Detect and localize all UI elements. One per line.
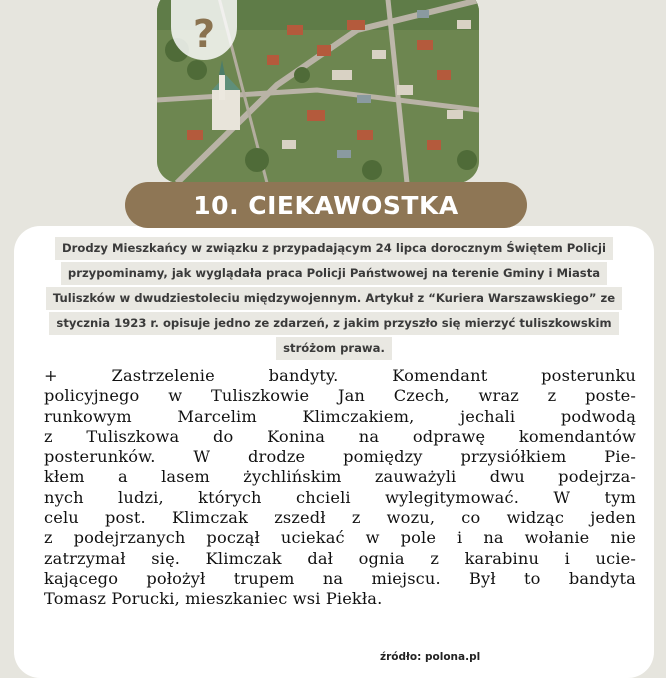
article-line: policyjnego w Tuliszkowie Jan Czech, wraz z poste- (44, 386, 636, 406)
article-line: zatrzymał się. Klimczak dał ognia z karabinu i ucie- (44, 548, 636, 568)
article-line: celu post. Klimczak zszedł z wozu, co widząc jeden (44, 508, 636, 528)
intro-line: stycznia 1923 r. opisuje jedno ze zdarzeń, z jakim przyszło się mierzyć tuliszkowskim (49, 312, 618, 335)
newspaper-clipping (44, 366, 636, 610)
article-line: z Tuliszkowa do Konina na odprawę komendantów (44, 426, 636, 446)
title-pill (125, 182, 527, 228)
article-line: Tomasz Porucki, mieszkaniec wsi Piekła. (44, 589, 383, 609)
intro-line: Drodzy Mieszkańcy w związku z przypadającym 24 lipca dorocznym Świętem Policji (55, 237, 613, 260)
article-line: + Zastrzelenie bandyty. Komendant posterunku (44, 366, 636, 385)
source-credit: źródło: polona.pl (380, 651, 481, 663)
article-line: posterunków. W drodze pomiędzy przysiółkiem Pie- (44, 447, 636, 467)
intro-line: Tuliszków w dwudziestoleciu międzywojennym. Artykuł z “Kuriera Warszawskiego” ze (46, 287, 622, 310)
article-line: kłem a lasem żychlińskim zauważyli dwu podejrza- (44, 467, 636, 487)
intro-line: stróżom prawa. (276, 337, 392, 360)
page-title: 10. CIEKAWOSTKA (193, 190, 459, 220)
article-line: kającego położył trupem na miejscu. Był to bandyta (44, 568, 636, 588)
intro-paragraph (44, 236, 624, 361)
article-line: runkowym Marcelim Klimczakiem, jechali podwodą (44, 406, 636, 426)
article-line: nych ludzi, których chcieli wylegitymować. W tym (44, 487, 636, 507)
article-line: z podejrzanych począł uciekać w pole i na wołanie nie (44, 528, 636, 548)
question-mark-icon: ? (192, 12, 216, 56)
intro-line: przypominamy, jak wyglądała praca Policji Państwowej na terenie Gminy i Miasta (61, 262, 607, 285)
